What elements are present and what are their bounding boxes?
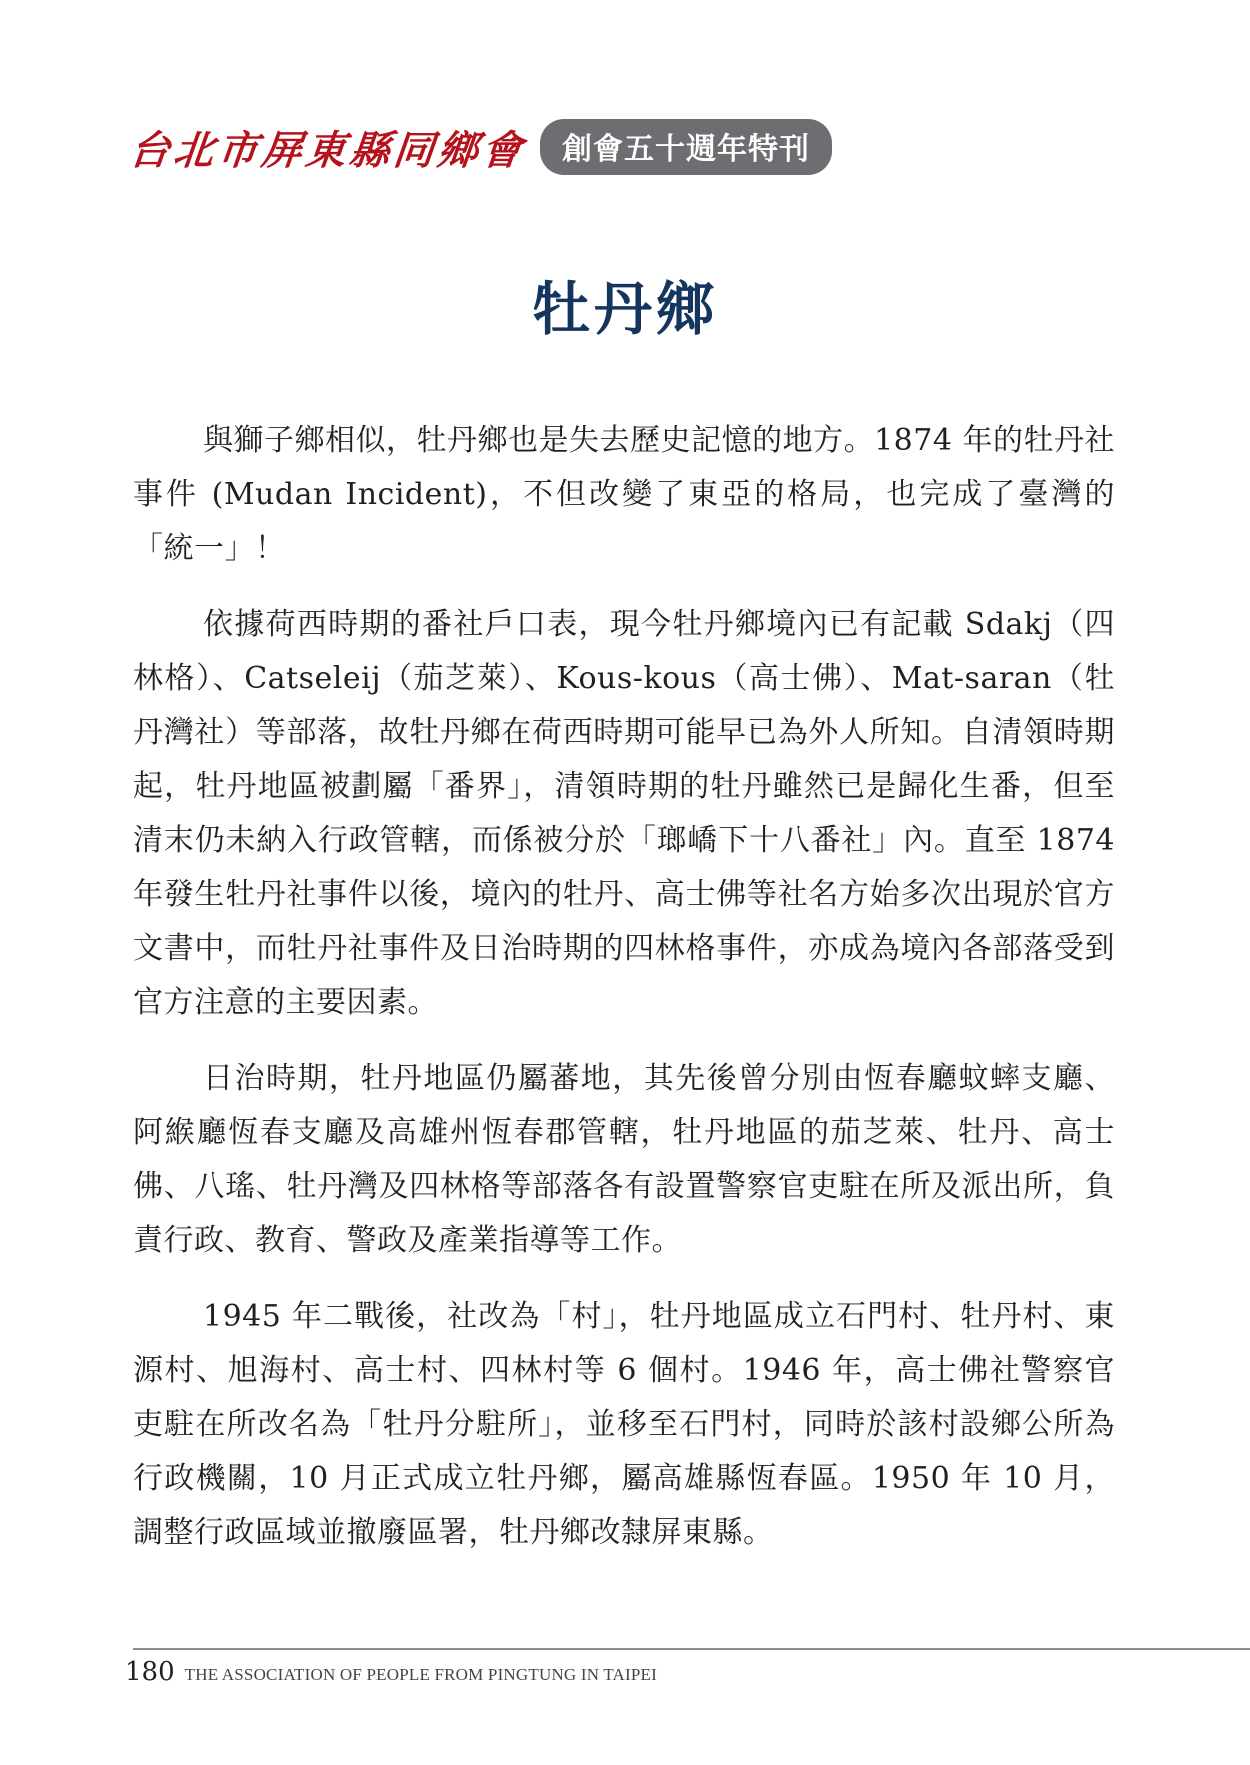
article-body [133,414,1115,1582]
publication-name: THE ASSOCIATION OF PEOPLE FROM PINGTUNG IN TAIPEI [184,1665,657,1684]
footer-divider [133,1648,1250,1650]
paragraph-3: 日治時期，牡丹地區仍屬蕃地，其先後曾分別由恆春廳蚊蟀支廳、阿緱廳恆春支廳及高雄州恆春郡管轄，牡丹地區的茄芝萊、牡丹、高士佛、八瑤、牡丹灣及四林格等部落各有設置警察官吏駐在所及派出所，負責行政、教育、警政及產業指導等工作。 [133,1061,1115,1258]
page-number: 180 [125,1657,175,1687]
paragraph-4: 1945 年二戰後，社改為「村」，牡丹地區成立石門村、牡丹村、東源村、旭海村、高士村、四林村等 6 個村。1946 年，高士佛社警察官吏駐在所改名為「牡丹分駐所」，並移至石門村，同時於該村設鄉公所為行政機關，10 月正式成立牡丹鄉，屬高雄縣恆春區。1950 年 10 月，調整行政區域並撤廢區署，牡丹鄉改隸屏東縣。 [133,1299,1115,1550]
page-header [127,118,832,176]
article-title: 牡丹鄉 [531,275,718,343]
page-footer [125,1657,657,1687]
anniversary-badge: 創會五十週年特刊 [540,119,832,175]
paragraph-2: 依據荷西時期的番社戶口表，現今牡丹鄉境內已有記載 Sdakj（四林格）、Catseleij（茄芝萊）、Kous-kous（高士佛）、Mat-saran（牡丹灣社）等部落，故牡丹鄉在荷西時期可能早已為外人所知。自清領時期起，牡丹地區被劃屬「番界」，清領時期的牡丹雖然已是歸化生番，但至清末仍未納入行政管轄，而係被分於「瑯嶠下十八番社」內。直至 1874 年發生牡丹社事件以後，境內的牡丹、高士佛等社名方始多次出現於官方文書中，而牡丹社事件及日治時期的四林格事件，亦成為境內各部落受到官方注意的主要因素。 [133,607,1115,1020]
paragraph-1: 與獅子鄉相似，牡丹鄉也是失去歷史記憶的地方。1874 年的牡丹社事件 (Mudan Incident)，不但改變了東亞的格局，也完成了臺灣的「統一」！ [133,423,1115,566]
organization-name: 台北市屏東縣同鄉會 [127,126,529,174]
